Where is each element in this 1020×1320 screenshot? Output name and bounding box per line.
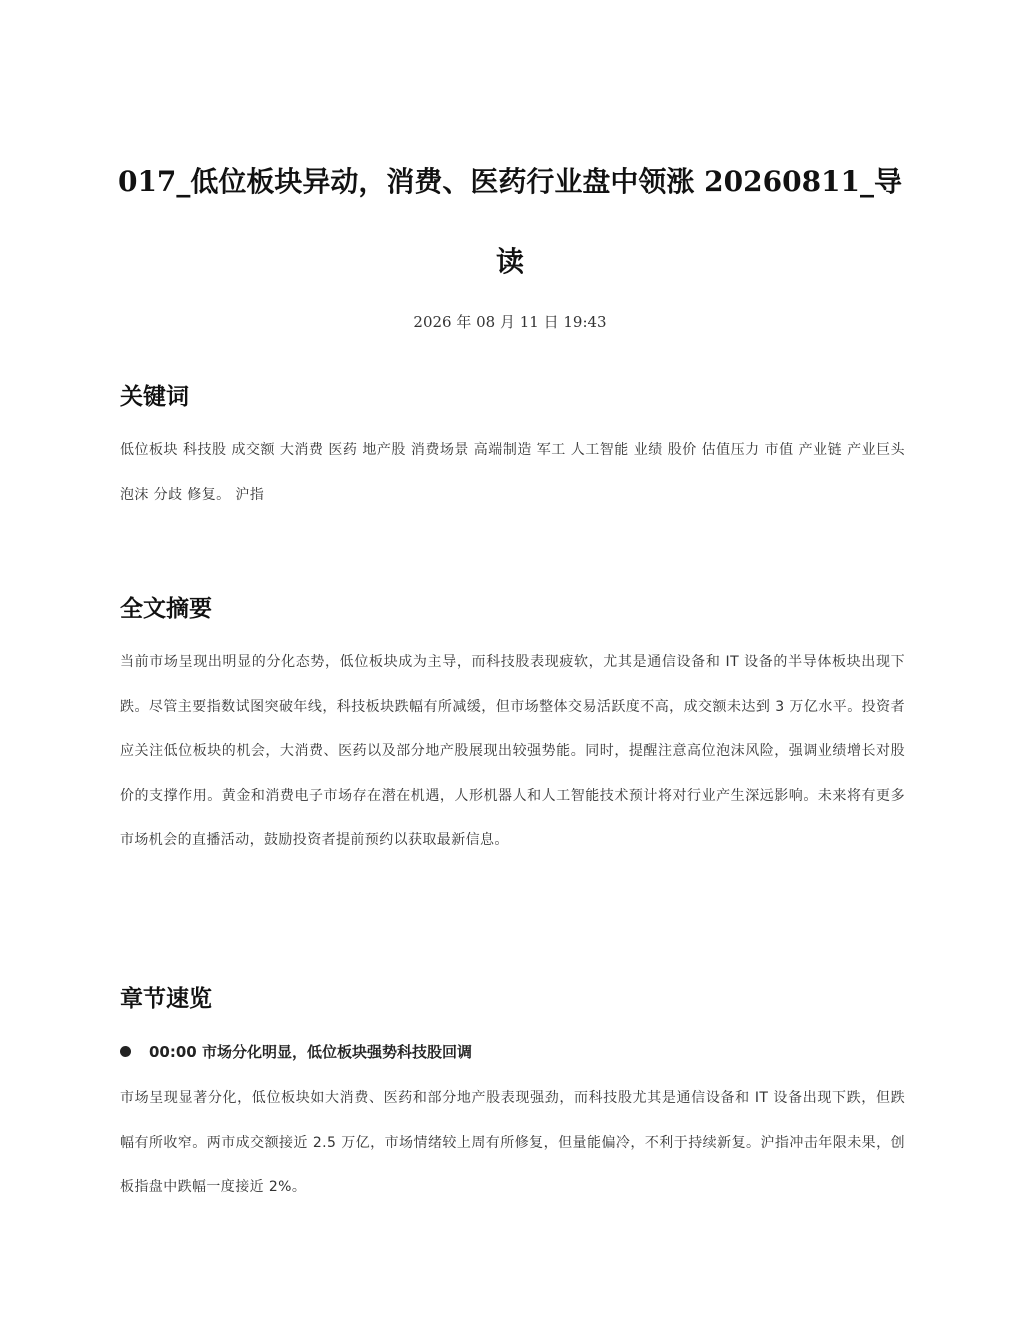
document-date: 2026 年 08 月 11 日 19:43 (413, 313, 607, 331)
bullet-icon (120, 1046, 131, 1057)
chapter-text: 市场呈现显著分化，低位板块如大消费、医药和部分地产股表现强劲，而科技股尤其是通信设备和 IT 设备出现下跌，但跌幅有所收窄。两市成交额接近 2.5 万亿，市场情绪较上周有所修复，但量能偏冷，不利于持续新复。沪指冲击年限未果，创板指盘中跌幅一度接近 2%。 (120, 1090, 905, 1195)
keywords-heading: 关键词 (120, 384, 189, 410)
summary-heading: 全文摘要 (120, 596, 212, 622)
chapter-title: 00:00 市场分化明显，低位板块强势科技股回调 (149, 1042, 472, 1061)
document-title: 017_低位板块异动，消费、医药行业盘中领涨 20260811_导读 (117, 165, 903, 278)
chapters-heading: 章节速览 (120, 986, 212, 1012)
summary-text: 当前市场呈现出明显的分化态势，低位板块成为主导，而科技股表现疲软，尤其是通信设备和 IT 设备的半导体板块出现下跌。尽管主要指数试图突破年线，科技板块跌幅有所减缓，但市场整体交易活跃度不高，成交额未达到 3 万亿水平。投资者应关注低位板块的机会，大消费、医药以及部分地产股展现出较强势能。同时，提醒注意高位泡沫风险，强调业绩增长对股价的支撑作用。黄金和消费电子市场存在潜在机遇，人形机器人和人工智能技术预计将对行业产生深远影响。未来将有更多市场机会的直播活动，鼓励投资者提前预约以获取最新信息。 (120, 654, 905, 848)
chapter-item (120, 1037, 905, 1065)
keywords-text: 低位板块 科技股 成交额 大消费 医药 地产股 消费场景 高端制造 军工 人工智能 业绩 股价 估值压力 市值 产业链 产业巨头 泡沫 分歧 修复。 沪指 (120, 442, 905, 503)
